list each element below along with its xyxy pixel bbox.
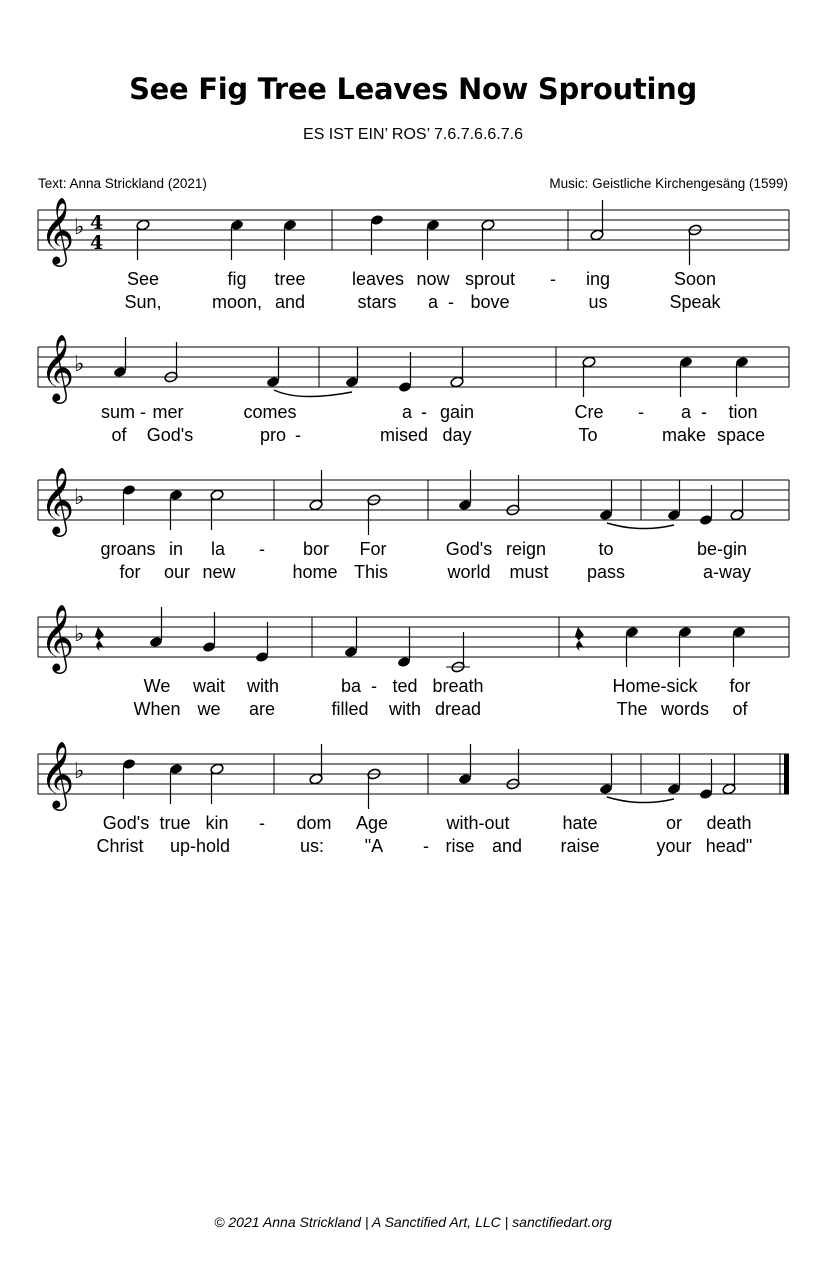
lyric: See <box>126 269 160 289</box>
lyric: true <box>159 813 191 833</box>
lyric: - <box>259 539 265 559</box>
lyric: God's <box>445 539 493 559</box>
lyric: Speak <box>669 292 721 312</box>
lyric: stars <box>357 292 397 312</box>
lyric: your <box>656 836 692 856</box>
lyric: tree <box>274 269 306 289</box>
lyric: ba <box>340 676 362 696</box>
flat-icon: ♭ <box>74 485 85 510</box>
treble-clef-icon: 𝄞 <box>40 740 75 808</box>
lyric: God's <box>146 425 194 445</box>
lyric: rise <box>445 836 475 856</box>
lyric: ing <box>585 269 611 289</box>
lyric: a <box>427 292 439 312</box>
lyric: sprout <box>464 269 516 289</box>
lyric: us <box>588 292 608 312</box>
tie <box>607 797 674 803</box>
lyric: Sun, <box>124 292 162 312</box>
lyric: of <box>111 425 127 445</box>
lyric: of <box>732 699 748 719</box>
lyric: with <box>388 699 422 719</box>
lyric: mer <box>152 402 184 422</box>
lyric: and <box>491 836 523 856</box>
lyric: kin <box>205 813 229 833</box>
flat-icon: ♭ <box>74 352 85 377</box>
lyric: pass <box>586 562 626 582</box>
lyric: - <box>638 402 644 422</box>
lyric: - <box>550 269 556 289</box>
lyric: When <box>133 699 181 719</box>
lyric: a <box>680 402 692 422</box>
lyric: - <box>140 402 146 422</box>
lyric: tion <box>728 402 758 422</box>
lyric: - <box>448 292 454 312</box>
lyric: and <box>274 292 306 312</box>
lyric: Home-sick <box>612 676 698 696</box>
time-sig-top: 4 <box>90 212 104 234</box>
lyric: home <box>292 562 338 582</box>
time-sig-bottom: 4 <box>90 232 104 254</box>
music-credit: Music: Geistliche Kirchengesäng (1599) <box>549 176 788 191</box>
lyric: - <box>421 402 427 422</box>
tie <box>274 390 352 397</box>
lyric: hate <box>562 813 598 833</box>
lyric: This <box>353 562 389 582</box>
lyric: day <box>442 425 472 445</box>
lyric: comes <box>243 402 297 422</box>
tune-name: ES IST EIN’ ROS’ 7.6.7.6.6.7.6 <box>303 126 523 143</box>
lyric: Cre <box>574 402 604 422</box>
lyric: dom <box>296 813 332 833</box>
lyric: wait <box>192 676 226 696</box>
lyric: filled <box>331 699 369 719</box>
lyric: a-way <box>702 562 752 582</box>
lyric: moon, <box>211 292 263 312</box>
copyright-footer: © 2021 Anna Strickland | A Sanctified Art, LLC | sanctifiedart.org <box>214 1214 612 1230</box>
lyric: la <box>210 539 226 559</box>
lyric: - <box>423 836 429 856</box>
lyric: Christ <box>96 836 144 856</box>
lyric: new <box>202 562 236 582</box>
lyric: make <box>661 425 707 445</box>
treble-clef-icon: 𝄞 <box>40 466 75 534</box>
lyric: with <box>246 676 280 696</box>
lyric: space <box>716 425 766 445</box>
lyric: up-hold <box>169 836 231 856</box>
lyric: mised <box>379 425 429 445</box>
flat-icon: ♭ <box>74 215 85 240</box>
lyric: in <box>168 539 184 559</box>
lyric: - <box>295 425 301 445</box>
lyric: now <box>416 269 450 289</box>
lyric: - <box>371 676 377 696</box>
lyric: be-gin <box>696 539 748 559</box>
hymn-title: See Fig Tree Leaves Now Sprouting <box>129 72 697 106</box>
final-barline <box>784 754 789 794</box>
treble-clef-icon: 𝄞 <box>40 603 75 671</box>
lyric: groans <box>100 539 156 559</box>
lyric: words <box>660 699 710 719</box>
flat-icon: ♭ <box>74 622 85 647</box>
lyric: our <box>163 562 191 582</box>
lyric: Age <box>355 813 389 833</box>
text-credit: Text: Anna Strickland (2021) <box>38 176 207 191</box>
lyric: - <box>259 813 265 833</box>
lyric: dread <box>434 699 482 719</box>
lyric: fig <box>227 269 247 289</box>
lyric: us: <box>299 836 325 856</box>
flat-icon: ♭ <box>74 759 85 784</box>
lyric: God's <box>102 813 150 833</box>
lyric: The <box>616 699 648 719</box>
lyric: we <box>197 699 221 719</box>
lyric: death <box>706 813 752 833</box>
lyric: world <box>447 562 491 582</box>
lyric: sum <box>100 402 136 422</box>
lyric: reign <box>505 539 547 559</box>
lyric: - <box>701 402 707 422</box>
lyric: bove <box>470 292 510 312</box>
treble-clef-icon: 𝄞 <box>40 196 75 264</box>
treble-clef-icon: 𝄞 <box>40 333 75 401</box>
lyric: breath <box>432 676 484 696</box>
lyric: raise <box>560 836 600 856</box>
lyric: "A <box>364 836 384 856</box>
lyric: a <box>401 402 413 422</box>
lyric: We <box>143 676 171 696</box>
lyric: bor <box>302 539 330 559</box>
lyric: must <box>509 562 549 582</box>
lyric: leaves <box>351 269 405 289</box>
lyric: head" <box>705 836 753 856</box>
lyric: are <box>248 699 276 719</box>
lyric: for <box>729 676 751 696</box>
lyric: ted <box>392 676 418 696</box>
lyric: with-out <box>446 813 510 833</box>
lyric: or <box>665 813 683 833</box>
lyric: pro <box>259 425 287 445</box>
lyric: gain <box>439 402 475 422</box>
lyric: Soon <box>673 269 717 289</box>
lyric: For <box>359 539 387 559</box>
lyric: To <box>578 425 598 445</box>
tie <box>607 523 674 529</box>
lyric: to <box>598 539 614 559</box>
lyric: for <box>119 562 141 582</box>
